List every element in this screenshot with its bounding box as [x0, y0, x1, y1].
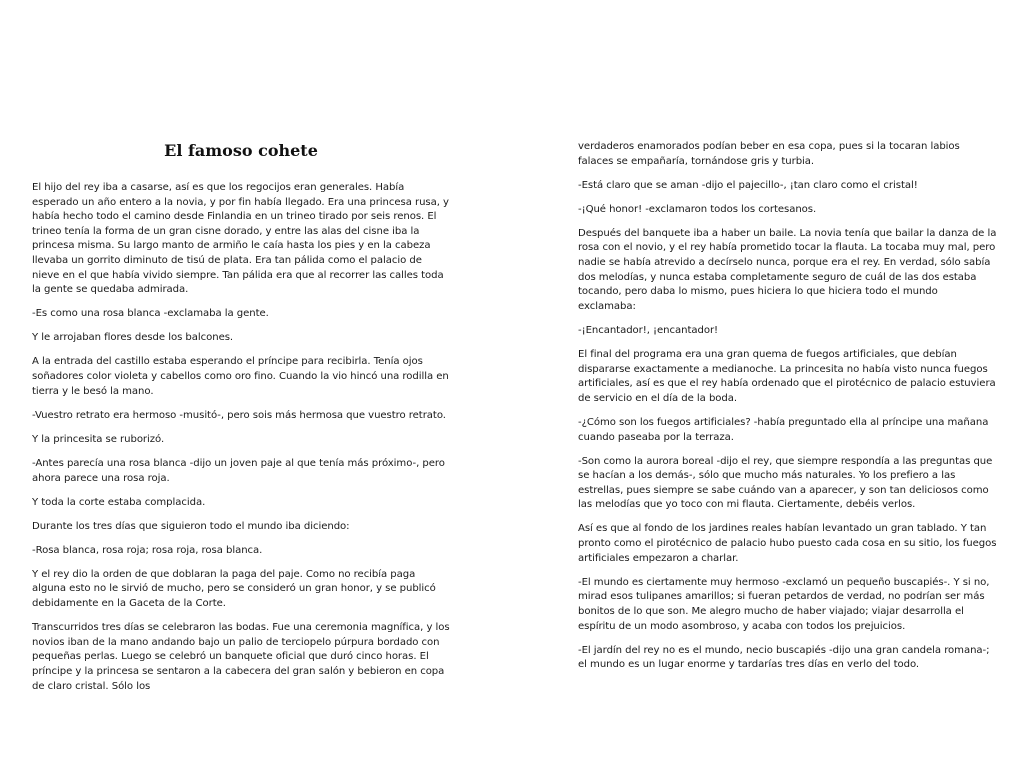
paragraph: El hijo del rey iba a casarse, así es que los regocijos eran generales. Había esperado un año entero a la novia, y por fin había llegado. Era una princesa rusa, y había hecho todo el camino desde Finlandia en un trineo tirado por seis renos. El trineo tenía la forma de un gran cisne dorado, y entre las alas del cisne iba la princesa misma. Su largo manto de armiño le caía hasta los pies y en la cabeza llevaba un gorrito diminuto de tisú de plata. Era tan pálida como el palacio de nieve en el que había vivido siempre. Tan pálida era que al recorrer las calles toda la gente se quedaba admirada. — [32, 182, 449, 296]
paragraph: -El jardín del rey no es el mundo, necio buscapiés -dijo una gran candela romana-; el mundo es un lugar enorme y tardarías tres días en verlo del todo. — [578, 644, 990, 671]
paragraph: Y toda la corte estaba complacida. — [32, 496, 206, 508]
paragraph: Y el rey dio la orden de que doblaran la paga del paje. Como no recibía paga alguna esto no le sirvió de mucho, pero se consideró un gran honor, y se publicó debidamente en la Gaceta de la Corte. — [32, 568, 436, 610]
paragraph: -Son como la aurora boreal -dijo el rey, que siempre respondía a las preguntas que se hacían a los demás-, sólo que mucho más naturales. Yo los prefiero a las estrellas, pues siempre se sabe cuándo van a aparecer, y son tan deliciosos como las melodías que yo toco con mi flauta. Ciertamente, debéis verlos. — [578, 455, 993, 511]
page-title: El famoso cohete — [164, 141, 318, 160]
paragraph: -Antes parecía una rosa blanca -dijo un joven paje al que tenía más próximo-, pero ahora parece una rosa roja. — [32, 457, 445, 484]
paragraph: -Está claro que se aman -dijo el pajecillo-, ¡tan claro como el cristal! — [578, 179, 918, 191]
paragraph: A la entrada del castillo estaba esperando el príncipe para recibirla. Tenía ojos soñadores color violeta y cabellos como oro fino. Cuando la vio hincó una rodilla en tierra y le besó la mano. — [32, 356, 449, 397]
paragraph: -El mundo es ciertamente muy hermoso -exclamó un pequeño buscapiés-. Y si no, mirad esos tulipanes amarillos; si fueran petardos de verdad, no podrían ser más bonitos de lo que son. Me alegro mucho de haber viajado; viajar desarrolla el espíritu de un modo asombroso, y acaba con todos los prejuicios. — [578, 576, 990, 632]
paragraph: El final del programa era una gran quema de fuegos artificiales, que debían dispararse exactamente a medianoche. La princesita no había visto nunca fuegos artificiales, así es que el rey había ordenado que el pirotécnico de palacio estuviera de servicio en el día de la boda. — [578, 349, 996, 404]
paragraph: Así es que al fondo de los jardines reales habían levantado un gran tablado. Y tan pronto como el pirotécnico de palacio hubo puesto cada cosa en su sitio, los fuegos artificiales empezaron a charlar. — [578, 523, 997, 564]
paragraph: -¡Qué honor! -exclamaron todos los cortesanos. — [578, 203, 817, 215]
paragraph: Y le arrojaban flores desde los balcones. — [32, 332, 234, 344]
paragraph: -Es como una rosa blanca -exclamaba la gente. — [32, 308, 269, 320]
left-column-text — [32, 181, 450, 704]
paragraph: -¡Encantador!, ¡encantador! — [578, 324, 719, 336]
paragraph: -Rosa blanca, rosa roja; rosa roja, rosa blanca. — [32, 544, 263, 556]
paragraph: Después del banquete iba a haber un baile. La novia tenía que bailar la danza de la rosa con el novio, y el rey había prometido tocar la flauta. La tocaba muy mal, pero nadie se había atrevido a decírselo nunca, porque era el rey. En verdad, sólo sabía dos melodías, y nunca estaba completamente seguro de cuál de las dos estaba tocando, pero daba lo mismo, pues hiciera lo que hiciera todo el mundo exclamaba: — [578, 227, 997, 312]
paragraph: Durante los tres días que siguieron todo el mundo iba diciendo: — [32, 520, 350, 532]
paragraph: -¿Cómo son los fuegos artificiales? -había preguntado ella al príncipe una mañana cuando paseaba por la terraza. — [578, 416, 989, 443]
paragraph: Y la princesita se ruborizó. — [32, 433, 165, 445]
paragraph: -Vuestro retrato era hermoso -musitó-, pero sois más hermosa que vuestro retrato. — [32, 409, 446, 421]
paragraph: verdaderos enamorados podían beber en esa copa, pues si la tocaran labios falaces se empañaría, tornándose gris y turbia. — [578, 141, 960, 167]
paragraph: Transcurridos tres días se celebraron las bodas. Fue una ceremonia magnífica, y los novios iban de la mano andando bajo un palio de terciopelo púrpura bordado con pequeñas perlas. Luego se celebró un banquete oficial que duró cinco horas. El príncipe y la princesa se sentaron a la cabecera del gran salón y bebieron en copa de claro cristal. Sólo los — [32, 622, 450, 692]
right-column-text — [578, 140, 998, 682]
right-page — [512, 0, 1024, 768]
